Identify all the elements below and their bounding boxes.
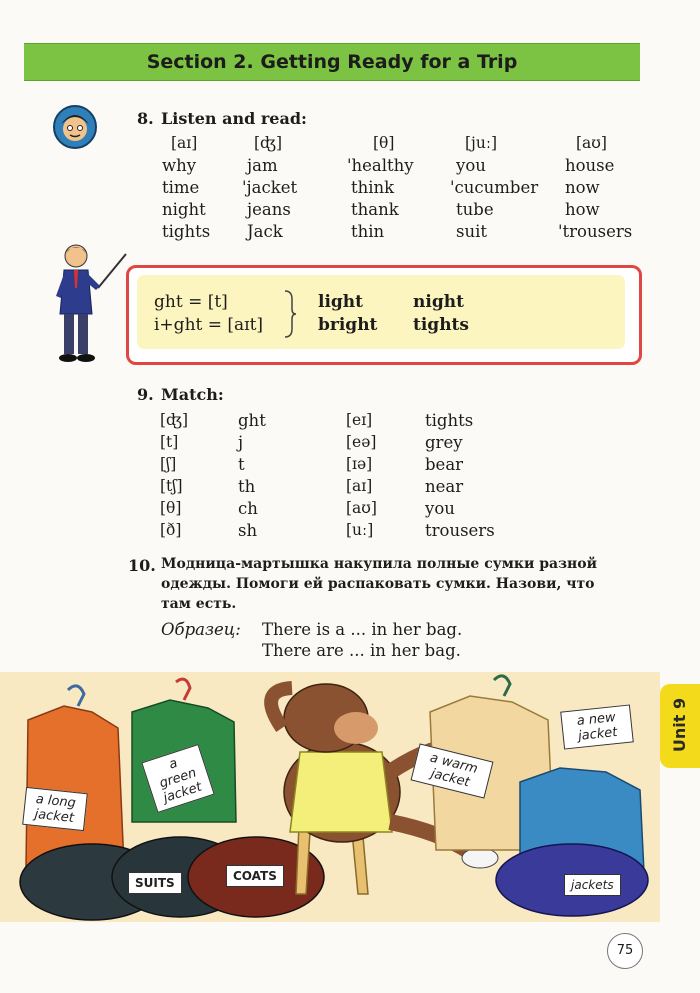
- word: jam: [247, 156, 278, 175]
- tag-long-jacket: a long jacket: [22, 787, 88, 831]
- sample-sentence: There are ... in her bag.: [262, 641, 461, 660]
- match-letters: ght: [238, 411, 266, 430]
- word: time: [162, 178, 200, 197]
- word: thank: [351, 200, 399, 219]
- match-sound: [tʃ]: [160, 477, 183, 495]
- exercise-10-text: Модница-мартышка накупила полные сумки разной: [161, 556, 597, 572]
- unit-tab: [660, 684, 700, 768]
- match-word: near: [425, 477, 464, 496]
- tag-green-jacket: a green jacket: [141, 744, 214, 813]
- exercise-9-number: 9.: [137, 385, 154, 404]
- sound-header: [aɪ]: [171, 134, 198, 152]
- word: 'jacket: [242, 178, 298, 197]
- word: thin: [351, 222, 385, 241]
- word: Jack: [247, 222, 283, 241]
- word: tube: [456, 200, 494, 219]
- match-word: grey: [425, 433, 463, 452]
- bag-label-suits: SUITS: [128, 872, 182, 894]
- match-sound: [eɪ]: [346, 411, 373, 429]
- exercise-10-text: одежды. Помоги ей распаковать сумки. Назови, что: [161, 576, 595, 592]
- match-sound: [eə]: [346, 433, 377, 451]
- exercise-9-title: Match:: [161, 385, 224, 404]
- bag-label-coats: COATS: [226, 865, 284, 887]
- tag-warm-jacket: a warm jacket: [411, 743, 494, 798]
- match-sound: [ʤ]: [160, 411, 189, 429]
- page-number: 75: [607, 933, 643, 969]
- sample-label: Образец:: [161, 620, 241, 639]
- match-sound: [aɪ]: [346, 477, 373, 495]
- match-sound: [t]: [160, 433, 179, 451]
- rule-ight: i+ght = [aɪt]: [154, 315, 264, 335]
- sample-sentence: There is a ... in her bag.: [262, 620, 463, 639]
- unit-label: Unit 9: [670, 697, 689, 753]
- match-sound: [ʃ]: [160, 455, 177, 473]
- listen-icon: [52, 104, 98, 150]
- word: 'trousers: [558, 222, 633, 241]
- word: think: [351, 178, 395, 197]
- tag-new-jacket: a new jacket: [560, 704, 634, 749]
- match-sound: [θ]: [160, 499, 182, 517]
- word: you: [456, 156, 486, 175]
- section-title: Section 2. Getting Ready for a Trip: [146, 51, 518, 73]
- rule-word: night: [413, 292, 464, 312]
- bag-label-jackets: jackets: [564, 874, 621, 896]
- exercise-8-title: Listen and read:: [161, 109, 307, 128]
- match-word: bear: [425, 455, 464, 474]
- match-sound: [aʊ]: [346, 499, 377, 517]
- match-letters: sh: [238, 521, 258, 540]
- word: how: [565, 200, 600, 219]
- rule-word: bright: [318, 315, 378, 335]
- sound-header: [θ]: [373, 134, 395, 152]
- match-word: tights: [425, 411, 474, 430]
- match-sound: [uː]: [346, 521, 374, 539]
- sound-header: [aʊ]: [576, 134, 607, 152]
- word: suit: [456, 222, 488, 241]
- match-letters: ch: [238, 499, 258, 518]
- exercise-10-text: там есть.: [161, 596, 237, 612]
- rule-word: tights: [413, 315, 469, 335]
- match-word: you: [425, 499, 455, 518]
- exercise-8-number: 8.: [137, 109, 154, 128]
- sound-header: [juː]: [465, 134, 498, 152]
- match-letters: j: [238, 433, 244, 452]
- exercise-10-number: 10.: [128, 556, 156, 575]
- word: jeans: [247, 200, 291, 219]
- match-sound: [ð]: [160, 521, 182, 539]
- teacher-illustration: [46, 240, 130, 366]
- word: house: [565, 156, 615, 175]
- match-sound: [ɪə]: [346, 455, 373, 473]
- word: 'healthy: [347, 156, 414, 175]
- section-header: [24, 43, 640, 81]
- match-word: trousers: [425, 521, 495, 540]
- monkey-illustration: [0, 672, 660, 922]
- word: 'cucumber: [450, 178, 539, 197]
- rule-ght: ght = [t]: [154, 292, 228, 312]
- word: tights: [162, 222, 211, 241]
- word: now: [565, 178, 600, 197]
- rule-word: light: [318, 292, 364, 312]
- rule-box: [126, 265, 642, 365]
- word: night: [162, 200, 206, 219]
- match-letters: th: [238, 477, 256, 496]
- word: why: [162, 156, 197, 175]
- brace-icon: [282, 289, 298, 339]
- match-letters: t: [238, 455, 245, 474]
- sound-header: [ʤ]: [254, 134, 283, 152]
- rule-box-inner: [137, 275, 625, 349]
